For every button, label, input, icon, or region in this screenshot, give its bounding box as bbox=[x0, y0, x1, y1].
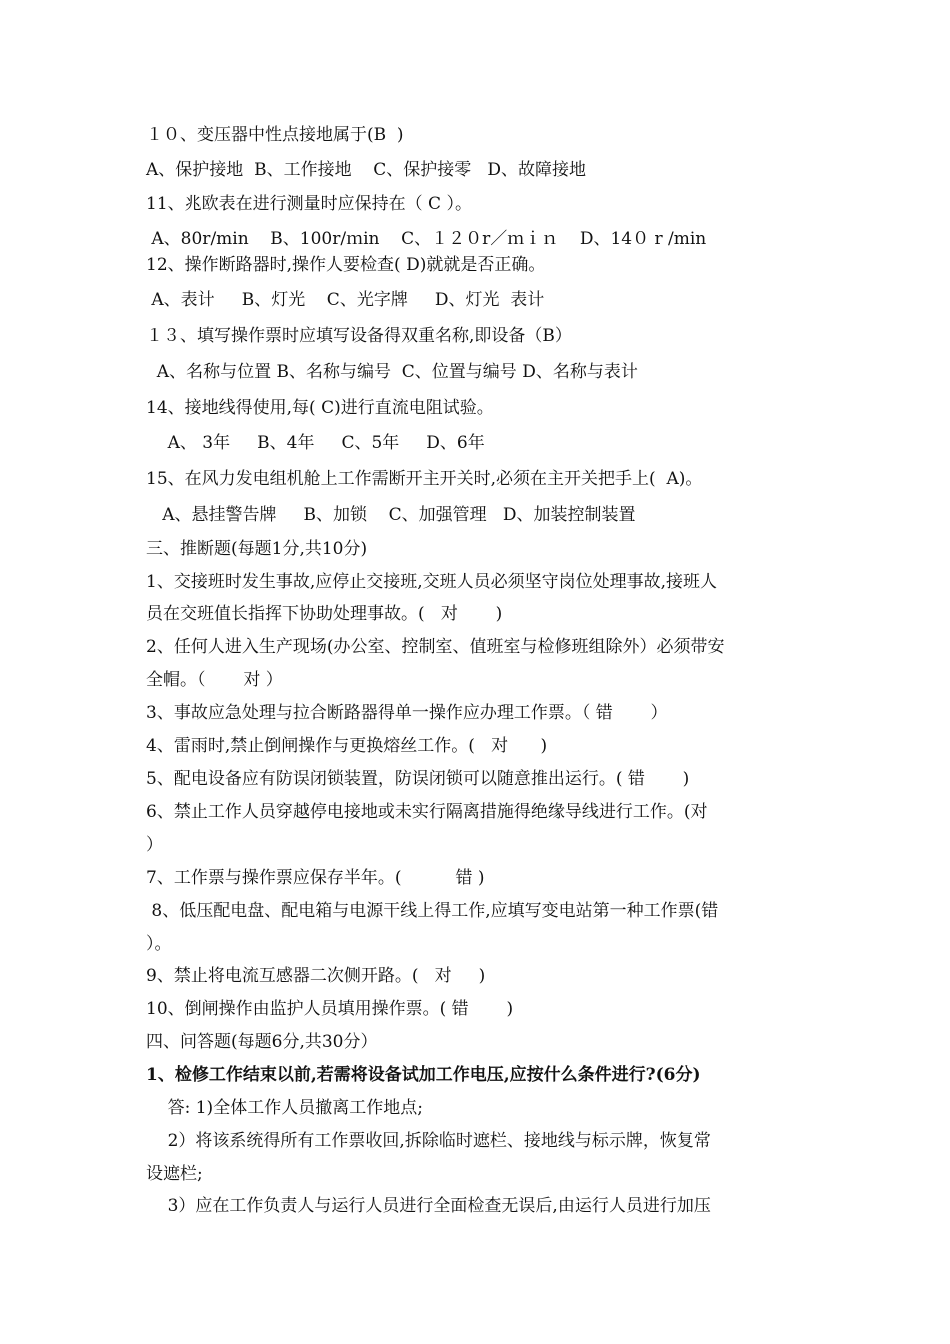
section-4-heading: 四、问答题(每题6分,共30分） bbox=[146, 1032, 378, 1052]
qa-1-answer-1: 答: 1)全体工作人员撤离工作地点; bbox=[146, 1098, 423, 1118]
judge-6-line-2: ） bbox=[146, 835, 163, 855]
question-10-options: A、保护接地 B、工作接地 C、保护接零 D、故障接地 bbox=[146, 160, 587, 180]
judge-9: 9、禁止将电流互感器二次侧开路。( 对 ) bbox=[146, 966, 486, 986]
judge-4: 4、雷雨时,禁止倒闸操作与更换熔丝工作。( 对 ) bbox=[146, 736, 548, 756]
judge-5: 5、配电设备应有防误闭锁装置，防误闭锁可以随意推出运行。( 错 ) bbox=[146, 769, 690, 789]
question-14-options: A、 3年 B、4年 C、5年 D、6年 bbox=[146, 433, 485, 453]
question-13-options: A、名称与位置 B、名称与编号 C、位置与编号 D、名称与表计 bbox=[146, 362, 638, 382]
judge-1-line-2: 员在交班值长指挥下协助处理事故。( 对 ) bbox=[146, 604, 503, 624]
judge-8-line-1: 8、低压配电盘、配电箱与电源干线上得工作,应填写变电站第一种工作票(错 bbox=[146, 901, 719, 921]
question-11-options: A、80r/min B、100r/ｍin C、１２０r／ｍｉｎ D、14０ r /min bbox=[146, 229, 707, 249]
judge-3: 3、事故应急处理与拉合断路器得单一操作应办理工作票。（ 错 ） bbox=[146, 703, 668, 723]
qa-1-answer-2-line-2: 设遮栏; bbox=[146, 1164, 203, 1184]
question-13: １３、填写操作票时应填写设备得双重名称,即设备（B） bbox=[146, 326, 572, 346]
judge-7: 7、工作票与操作票应保存半年。( 错 ) bbox=[146, 868, 485, 888]
judge-1-line-1: 1、交接班时发生事故,应停止交接班,交班人员必须坚守岗位处理事故,接班人 bbox=[146, 572, 718, 592]
question-10: １０、变压器中性点接地属于(B ) bbox=[146, 125, 404, 145]
question-12: 12、操作断路器时,操作人要检查( D)就就是否正确。 bbox=[146, 255, 546, 275]
question-15-options: A、悬挂警告牌 B、加锁 C、加强管理 D、加装控制装置 bbox=[146, 505, 636, 525]
question-11: 11、兆欧表在进行测量时应保持在（ C ）。 bbox=[146, 194, 472, 214]
judge-8-line-2: ）。 bbox=[146, 934, 172, 954]
judge-2-line-2: 全帽。（ 对 ） bbox=[146, 670, 283, 690]
qa-1-question: 1、检修工作结束以前,若需将设备试加工作电压,应按什么条件进行?(6分) bbox=[146, 1065, 701, 1085]
qa-1-answer-3: 3）应在工作负责人与运行人员进行全面检查无误后,由运行人员进行加压 bbox=[146, 1196, 711, 1216]
question-14: 14、接地线得使用,每( C)进行直流电阻试验。 bbox=[146, 398, 494, 418]
judge-10: 10、倒闸操作由监护人员填用操作票。( 错 ) bbox=[146, 999, 514, 1019]
question-12-options: A、表计 B、灯光 C、光字牌 D、灯光 表计 bbox=[146, 290, 545, 310]
judge-6-line-1: 6、禁止工作人员穿越停电接地或未实行隔离措施得绝缘导线进行工作。(对 bbox=[146, 802, 708, 822]
question-15: 15、在风力发电组机舱上工作需断开主开关时,必须在主开关把手上( A)。 bbox=[146, 469, 703, 489]
section-3-heading: 三、推断题(每题1分,共10分) bbox=[146, 539, 368, 559]
qa-1-answer-2-line-1: 2）将该系统得所有工作票收回,拆除临时遮栏、接地线与标示牌，恢复常 bbox=[146, 1131, 711, 1151]
judge-2-line-1: 2、任何人进入生产现场(办公室、控制室、值班室与检修班组除外）必须带安 bbox=[146, 637, 725, 657]
